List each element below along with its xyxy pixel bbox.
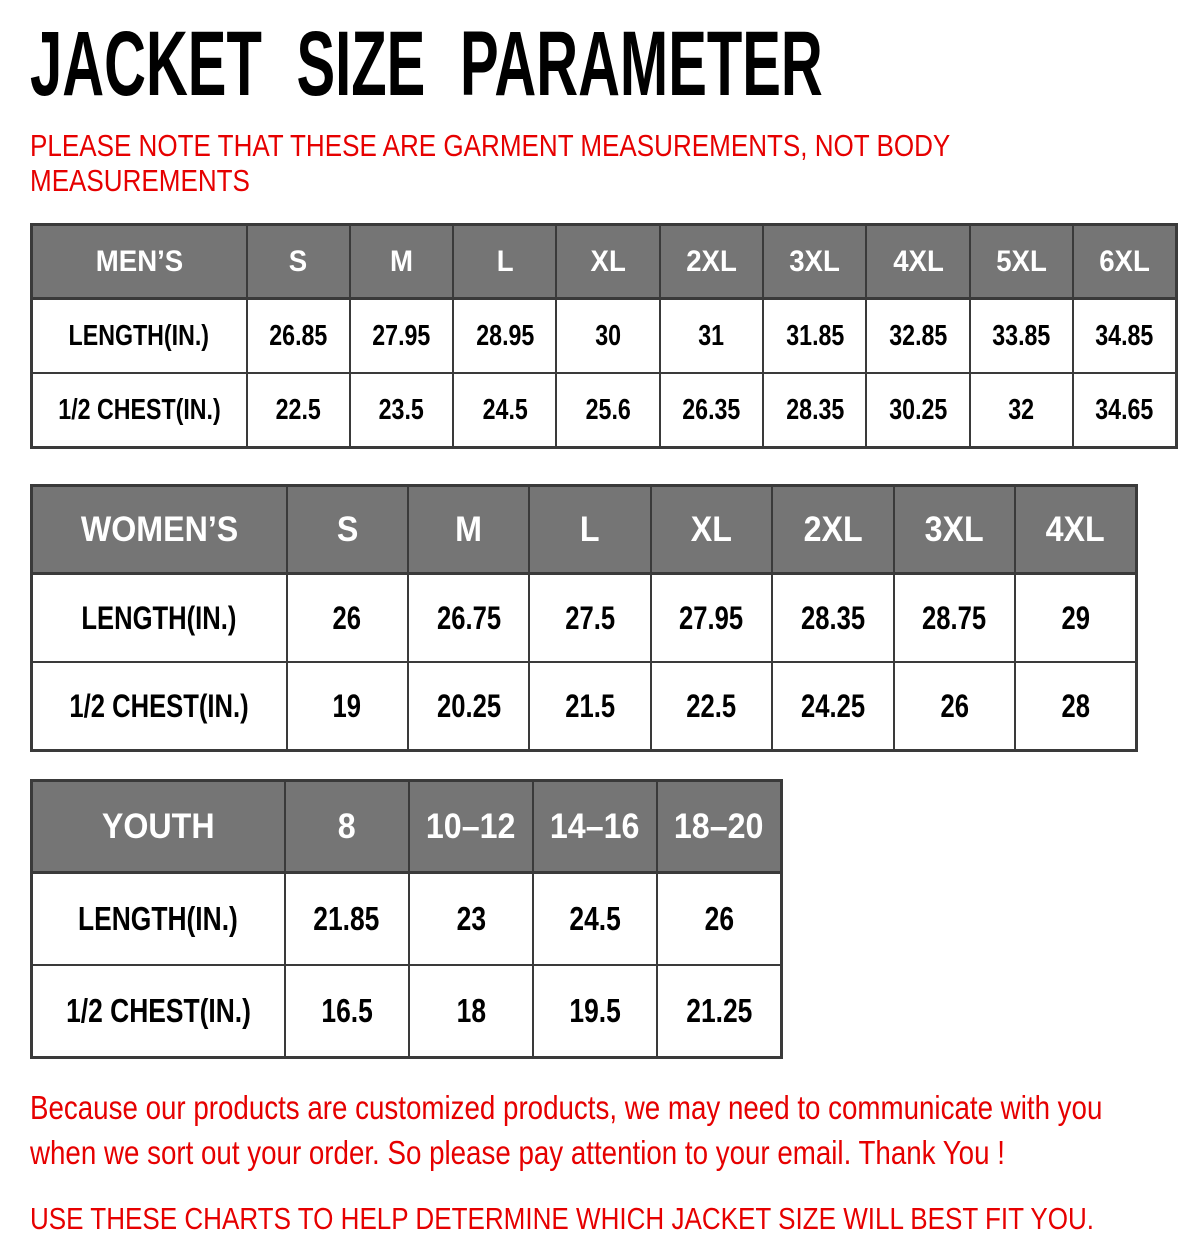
value-text: 25.6 [585, 393, 631, 426]
value-text: 30.25 [889, 393, 948, 426]
value-text: 32 [1008, 393, 1035, 426]
row-label-cell [32, 299, 247, 374]
value-cell [247, 373, 350, 448]
page-title [30, 13, 1180, 115]
value-text: 28.35 [785, 393, 844, 426]
value-text: 24.25 [800, 687, 865, 724]
value-cell [866, 299, 969, 374]
value-cell [866, 373, 969, 448]
value-cell [409, 965, 533, 1058]
value-text: 33.85 [992, 319, 1051, 352]
value-cell [533, 965, 657, 1058]
header-cell-text: YOUTH [101, 806, 215, 846]
value-text: 16.5 [320, 992, 373, 1029]
row-label-text: LENGTH(IN.) [81, 599, 237, 636]
value-cell [772, 662, 893, 751]
header-cell-text: 2XL [803, 509, 863, 549]
header-cell-text: 4XL [1045, 509, 1106, 549]
header-cell-text: 10–12 [426, 806, 516, 846]
size-header-cell [894, 486, 1015, 574]
value-cell [409, 873, 533, 966]
value-cell [763, 299, 866, 374]
value-text: 21.25 [686, 992, 753, 1029]
value-cell [660, 373, 763, 448]
size-chart-page [0, 13, 1200, 1237]
size-header-cell [1073, 225, 1176, 299]
note-line-1-text: PLEASE NOTE THAT THESE ARE GARMENT MEASUREMENTS, NOT BODY [30, 128, 951, 163]
value-text: 21.85 [313, 900, 380, 937]
value-cell [529, 574, 650, 663]
value-cell [894, 662, 1015, 751]
header-cell-text: WOMEN’S [80, 509, 238, 549]
value-text: 20.25 [436, 687, 501, 724]
value-cell [408, 662, 529, 751]
header-cell-text: 2XL [686, 244, 737, 278]
value-text: 26 [332, 599, 362, 636]
header-cell-text: S [336, 509, 358, 549]
row-label-text: 1/2 CHEST(IN.) [58, 393, 221, 426]
value-text: 24.5 [482, 393, 528, 426]
row-label-text: LENGTH(IN.) [69, 319, 210, 352]
value-cell [285, 965, 409, 1058]
size-header-cell [350, 225, 453, 299]
row-label-cell [32, 965, 285, 1058]
table-row [32, 873, 782, 966]
value-cell [285, 873, 409, 966]
value-cell [287, 574, 408, 663]
value-cell [453, 299, 556, 374]
value-cell [970, 373, 1073, 448]
size-table-youth [30, 779, 783, 1059]
header-cell-text: L [580, 509, 600, 549]
value-text: 32.85 [889, 319, 948, 352]
customization-notice-line-2: when we sort out your order. So please pay attention to your email. Thank You ! [30, 1134, 1005, 1171]
table-header-row [32, 486, 1137, 574]
value-text: 19.5 [569, 992, 621, 1029]
value-cell [970, 299, 1073, 374]
value-text: 26.85 [269, 319, 328, 352]
header-cell-text: XL [690, 509, 733, 549]
value-text: 23.5 [378, 393, 425, 426]
header-cell-text: 3XL [789, 244, 841, 278]
size-header-cell [285, 781, 409, 873]
header-cell-text: S [288, 244, 308, 278]
header-cell-text: L [496, 244, 514, 278]
note-line-1 [30, 128, 1180, 163]
value-cell [533, 873, 657, 966]
value-cell [772, 574, 893, 663]
value-text: 29 [1061, 599, 1090, 636]
size-header-cell [1015, 486, 1136, 574]
value-text: 28.95 [475, 319, 534, 352]
value-text: 31.85 [785, 319, 844, 352]
row-label-text: 1/2 CHEST(IN.) [69, 687, 249, 724]
table-title-cell [32, 225, 247, 299]
value-cell [1015, 574, 1136, 663]
size-header-cell [453, 225, 556, 299]
value-text: 26.75 [436, 599, 501, 636]
value-text: 19 [332, 687, 362, 724]
value-cell [408, 574, 529, 663]
table-header-row [32, 225, 1177, 299]
table-row [32, 662, 1137, 751]
note-line-2-text: MEASUREMENTS [30, 163, 250, 198]
value-text: 28.35 [800, 599, 865, 636]
size-header-cell [533, 781, 657, 873]
value-cell [247, 299, 350, 374]
header-cell-text: 8 [337, 806, 356, 846]
row-label-cell [32, 873, 285, 966]
header-cell-text: 5XL [996, 244, 1047, 278]
size-table-womens [30, 484, 1138, 752]
table-row [32, 574, 1137, 663]
size-header-cell [287, 486, 408, 574]
header-cell-text: M [455, 509, 483, 549]
value-cell [763, 373, 866, 448]
fit-advice-note [30, 1201, 1180, 1237]
size-header-cell [529, 486, 650, 574]
row-label-cell [32, 574, 287, 663]
value-text: 24.5 [569, 900, 621, 937]
value-text: 27.95 [372, 319, 431, 352]
value-text: 27.95 [679, 599, 744, 636]
header-cell-text: XL [590, 244, 626, 278]
value-cell [556, 299, 659, 374]
fit-advice-note-text: USE THESE CHARTS TO HELP DETERMINE WHICH JACKET SIZE WILL BEST FIT YOU. [30, 1201, 1095, 1236]
value-text: 26.35 [682, 393, 741, 426]
size-header-cell [651, 486, 772, 574]
value-cell [894, 574, 1015, 663]
size-header-cell [247, 225, 350, 299]
value-cell [651, 574, 772, 663]
table-row [32, 373, 1177, 448]
table-header-row [32, 781, 782, 873]
size-header-cell [763, 225, 866, 299]
size-tables-container [30, 223, 1180, 1059]
header-cell-text: 3XL [924, 509, 984, 549]
header-cell-text: M [389, 244, 413, 278]
value-text: 31 [698, 319, 725, 352]
value-text: 23 [456, 900, 486, 937]
table-title-cell [32, 781, 285, 873]
value-cell [350, 299, 453, 374]
garment-measurement-note [30, 128, 1180, 198]
row-label-text: LENGTH(IN.) [78, 900, 239, 937]
header-cell-text: 18–20 [674, 806, 764, 846]
table-row [32, 299, 1177, 374]
size-header-cell [970, 225, 1073, 299]
value-cell [529, 662, 650, 751]
value-text: 28.75 [922, 599, 987, 636]
header-cell-text: 14–16 [550, 806, 640, 846]
value-text: 22.5 [275, 393, 321, 426]
value-cell [660, 299, 763, 374]
value-text: 28 [1061, 687, 1090, 724]
value-text: 30 [595, 319, 622, 352]
value-cell [1015, 662, 1136, 751]
size-table-mens [30, 223, 1178, 449]
customization-notice-line-1: Because our products are customized products, we may need to communicate with you [30, 1089, 1103, 1126]
size-header-cell [772, 486, 893, 574]
value-text: 26 [940, 687, 969, 724]
size-header-cell [660, 225, 763, 299]
value-text: 18 [456, 992, 486, 1029]
value-cell [651, 662, 772, 751]
row-label-text: 1/2 CHEST(IN.) [65, 992, 251, 1029]
value-cell [556, 373, 659, 448]
header-cell-text: MEN’S [95, 244, 183, 278]
value-text: 27.5 [565, 599, 615, 636]
page-title-text: JACKET SIZE PARAMETER [30, 13, 823, 115]
row-label-cell [32, 662, 287, 751]
header-cell-text: 6XL [1099, 244, 1150, 278]
value-cell [1073, 299, 1176, 374]
value-cell [1073, 373, 1176, 448]
value-text: 26 [704, 900, 734, 937]
customization-notice [30, 1085, 1180, 1175]
table-row [32, 965, 782, 1058]
value-cell [657, 873, 781, 966]
note-line-2 [30, 163, 1180, 198]
size-header-cell [409, 781, 533, 873]
value-text: 34.65 [1095, 393, 1154, 426]
row-label-cell [32, 373, 247, 448]
value-cell [287, 662, 408, 751]
value-text: 34.85 [1095, 319, 1154, 352]
value-cell [453, 373, 556, 448]
header-cell-text: 4XL [892, 244, 944, 278]
size-header-cell [657, 781, 781, 873]
value-cell [657, 965, 781, 1058]
size-header-cell [866, 225, 969, 299]
value-text: 21.5 [565, 687, 615, 724]
value-cell [350, 373, 453, 448]
value-text: 22.5 [686, 687, 737, 724]
table-title-cell [32, 486, 287, 574]
size-header-cell [556, 225, 659, 299]
size-header-cell [408, 486, 529, 574]
